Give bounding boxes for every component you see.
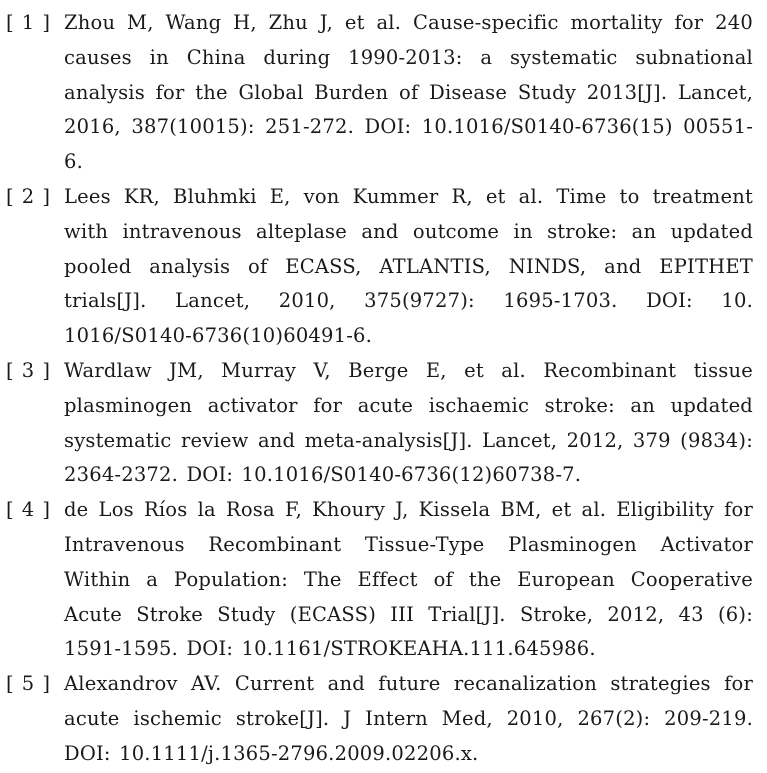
reference-item [6,667,753,771]
reference-number: [ 2 ] [6,184,52,208]
reference-text: Wardlaw JM, Murray V, Berge E, et al. Recombinant tissue plasminogen activator for acute ischaemic stroke: an updated systematic review and meta-analysis[J]. Lancet, 2012, 379 (9834): 2364-2372. DOI: 10.1016/S0140-6736(12)60738-7. [64,358,753,487]
reference-item [6,180,753,354]
reference-number: [ 4 ] [6,498,52,522]
reference-text: Lees KR, Bluhmki E, von Kummer R, et al. Time to treatment with intravenous alteplase and outcome in stroke: an updated pooled analysis of ECASS, ATLANTIS, NINDS, and EPITHET trials[J]. Lancet, 2010, 375(9727): 1695-1703. DOI: 10. 1016/S0140-6736(10)60491-6. [64,184,753,348]
reference-item [6,6,753,180]
reference-item [6,493,753,667]
reference-text: Alexandrov AV. Current and future recanalization strategies for acute ischemic stroke[J]. J Intern Med, 2010, 267(2): 209-219. DOI: 10.1111/j.1365-2796.2009.02206.x. [64,672,753,765]
reference-number: [ 1 ] [6,11,52,34]
reference-text: Zhou M, Wang H, Zhu J, et al. Cause-specific mortality for 240 causes in China during 1990-2013: a systematic subnational analysis for the Global Burden of Disease Study 2013[J]. Lancet, 2016, 387(10015): 251-272. DOI: 10.1016/S0140-6736(15) 00551-6. [64,11,753,174]
reference-text: de Los Ríos la Rosa F, Khoury J, Kissela BM, et al. Eligibility for Intravenous Recombinant Tissue-Type Plasminogen Activator Within a Population: The Effect of the European Cooperative Acute Stroke Study (ECASS) III Trial[J]. Stroke, 2012, 43 (6): 1591-1595. DOI: 10.1161/STROKEAHA.111.645986. [64,498,753,661]
reference-number: [ 5 ] [6,672,52,696]
reference-item [6,354,753,493]
reference-number: [ 3 ] [6,358,52,382]
